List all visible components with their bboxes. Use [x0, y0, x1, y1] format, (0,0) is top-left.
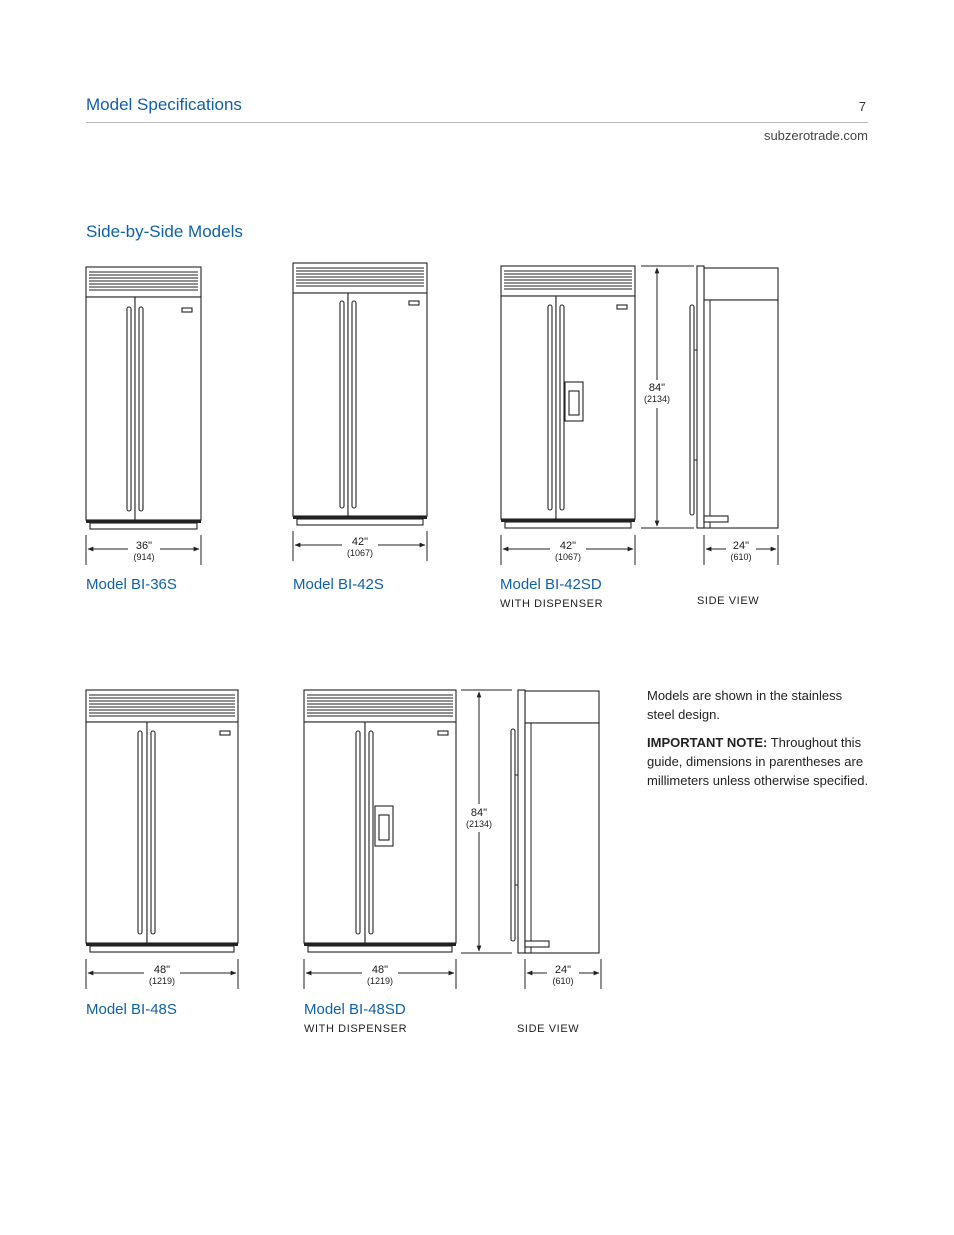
dimension-mm: (1219)	[366, 976, 393, 986]
website-link[interactable]: subzerotrade.com	[763, 128, 868, 143]
dimension-bi48sd-width	[356, 965, 404, 986]
design-note	[647, 686, 872, 799]
page-title: Model Specifications	[86, 95, 242, 114]
dimension-bi42s-width	[336, 537, 384, 558]
caption-side-view-bottom: SIDE VIEW	[517, 1023, 580, 1035]
page-number: 7	[858, 99, 866, 114]
dimension-mm: (2134)	[643, 394, 670, 404]
model-label-bi42s: Model BI-42S	[293, 576, 384, 593]
caption-bi42sd: WITH DISPENSER	[500, 598, 604, 610]
dimension-mm: (1067)	[554, 552, 581, 562]
fridge-bi42s-drawing	[293, 263, 427, 525]
dimension-mm: (1067)	[346, 548, 373, 558]
section-title: Side-by-Side Models	[86, 222, 243, 241]
dimension-mm: (1219)	[148, 976, 175, 986]
dimension-inches: 36"	[135, 540, 153, 552]
note-important-text: Throughout this guide, dimensions in parentheses are millimeters unless otherwise specified.	[647, 735, 869, 788]
model-label-bi42sd: Model BI-42SD	[500, 576, 602, 593]
dimension-inches: 48"	[153, 964, 171, 976]
note-important-label: IMPORTANT NOTE:	[647, 735, 768, 750]
dimension-side-bottom-height	[457, 808, 501, 829]
fridge-bi48s-drawing	[86, 690, 238, 952]
dimension-bi36s-width	[124, 541, 164, 562]
model-label-bi48sd: Model BI-48SD	[304, 1001, 406, 1018]
dimension-inches: 24"	[554, 964, 572, 976]
dimension-inches: 84"	[648, 382, 666, 394]
fridge-bi42sd-drawing	[501, 266, 635, 528]
dimension-inches: 48"	[371, 964, 389, 976]
note-intro: Models are shown in the stainless steel design.	[647, 688, 843, 722]
dimension-mm: (2134)	[465, 819, 492, 829]
fridge-bi36s-drawing	[86, 267, 201, 529]
dimension-side-bottom-depth	[543, 965, 583, 986]
dimension-mm: (610)	[552, 976, 574, 986]
dimension-inches: 42"	[351, 536, 369, 548]
note-important	[647, 733, 872, 790]
model-label-bi48s: Model BI-48S	[86, 1001, 177, 1018]
dimension-mm: (610)	[730, 552, 752, 562]
dimension-bi42sd-width	[544, 541, 592, 562]
dimension-mm: (914)	[133, 552, 155, 562]
dimension-inches: 42"	[559, 540, 577, 552]
caption-side-view-top: SIDE VIEW	[697, 595, 760, 607]
dimension-side-top-height	[635, 383, 679, 404]
caption-bi48sd: WITH DISPENSER	[304, 1023, 408, 1035]
model-label-bi36s: Model BI-36S	[86, 576, 177, 593]
dimension-inches: 24"	[732, 540, 750, 552]
fridge-bi48sd-drawing	[304, 690, 456, 952]
dimension-bi48s-width	[138, 965, 186, 986]
dimension-side-top-depth	[721, 541, 761, 562]
dimension-inches: 84"	[470, 807, 488, 819]
